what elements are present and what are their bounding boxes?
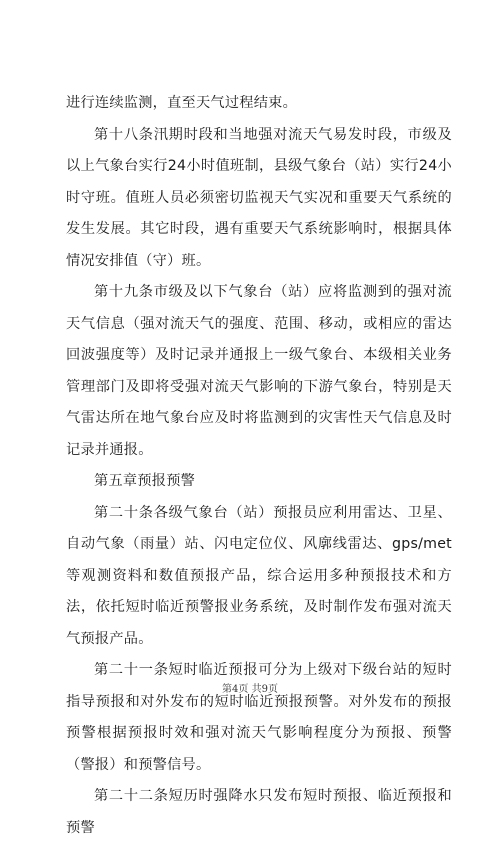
paragraph-article-19: 第十九条市级及以下气象台（站）应将监测到的强对流天气信息（强对流天气的强度、范围、移动，或相应的雷达回波强度等）及时记录并通报上一级气象台、本级相关业务管理部门及即将受强对流天气影响的下游气象台，特别是天气雷达所在地气象台应及时将监测到的灾害性天气信息及时记录并通报。 (66, 284, 452, 458)
paragraph-article-18: 第十八条汛期时段和当地强对流天气易发时段，市级及以上气象台实行24小时值班制，县级气象台（站）实行24小时守班。值班人员必须密切监视天气实况和重要天气系统的发生发展。其它时段，遇有重要天气系统影响时，根据具体情况安排值（守）班。 (66, 126, 452, 269)
page-number-footer: 第4页 共9页 (222, 684, 278, 695)
paragraph-article-20: 第二十条各级气象台（站）预报员应利用雷达、卫星、自动气象（雨量）站、闪电定位仪、风廓线雷达、gps/met等观测资料和数值预报产品，综合运用多种预报技术和方法，依托短时临近预警报业务系统，及时制作发布强对流天气预报产品。 (66, 504, 452, 647)
paragraph-continuation: 进行连续监测，直至天气过程结束。 (66, 95, 298, 111)
paragraph-article-21: 第二十一条短时临近预报可分为上级对下级台站的短时指导预报和对外发布的短时临近预报预警。对外发布的预报预警根据预报时效和强对流天气影响程度分为预报、预警（警报）和预警信号。 (66, 662, 452, 773)
chapter-heading: 第五章预报预警 (94, 473, 196, 489)
paragraph-article-22: 第二十二条短历时强降水只发布短时预报、临近预报和预警 (66, 788, 452, 836)
document-body (66, 88, 452, 844)
